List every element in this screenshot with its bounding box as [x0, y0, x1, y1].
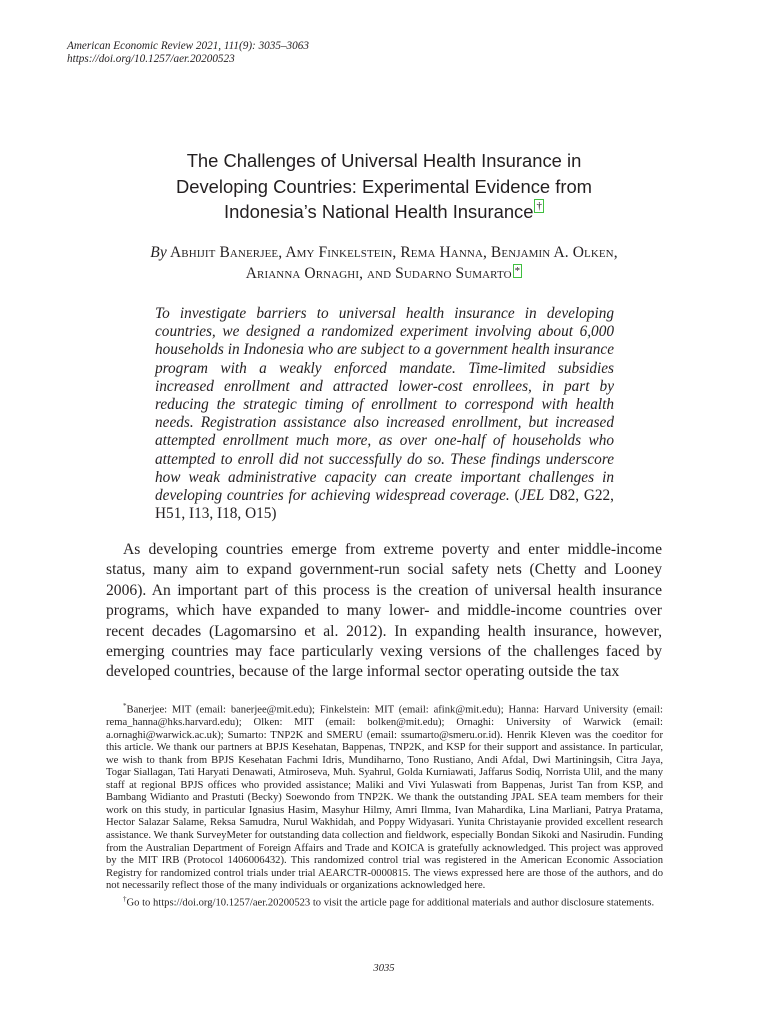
footnote-dagger-mark: †	[123, 894, 127, 903]
title-line-3	[96, 199, 672, 225]
body-text	[106, 540, 662, 683]
author-line-2	[100, 264, 668, 285]
article-title	[96, 148, 672, 225]
author-names-2: Arianna Ornaghi, and Sudarno Sumarto	[245, 264, 512, 282]
page-number: 3035	[373, 963, 395, 974]
abstract	[155, 305, 614, 523]
author-footnote-link[interactable]: *	[514, 264, 521, 277]
footnotes	[106, 700, 663, 910]
by-label: By	[150, 244, 167, 261]
footnote-article-link	[106, 893, 663, 910]
author-names-1: Abhijit Banerjee, Amy Finkelstein, Rema Hanna, Benjamin A. Olken,	[169, 244, 618, 261]
doi-line: https://doi.org/10.1257/aer.20200523	[67, 53, 235, 65]
footnote-dagger-text: Go to https://doi.org/10.1257/aer.20200523 to visit the article page for additional materials and author disclosure statements.	[126, 897, 655, 909]
body-paragraph-1: As developing countries emerge from extreme poverty and enter middle-income status, many aim to expand government-run social safety nets (Chetty and Looney 2006). An important part of this process is the creation of universal health insurance programs, which have expanded to many lower- and middle-income countries over recent decades (Lagomarsino et al. 2012). In expanding health insurance, however, emerging countries may face particularly vexing versions of the challenges faced by developed countries, because of the large informal sector operating outside the tax	[106, 541, 662, 681]
author-list	[100, 243, 668, 284]
jel-code-list: D82, G22, H51, I13, I18, O15)	[155, 487, 614, 523]
title-footnote-link[interactable]: †	[536, 200, 542, 212]
title-line-3-text: Indonesia’s National Health Insurance	[224, 201, 534, 222]
footnote-author-info	[106, 700, 663, 893]
footnote-star-text: Banerjee: MIT (email: banerjee@mit.edu); Finkelstein: MIT (email: afink@mit.edu); Hanna: Harvard University (email: rema_hanna@hks.harvard.edu); Olken: MIT (email: bolken@mit.edu); Ornaghi: University of Warwick (email: a.ornaghi@warwick.ac.uk); Sumarto: TNP2K and SMERU (email: ssumarto@smeru.or.id). Henrik Kleven was the coeditor for this article. We thank our partners at BPJS Kesehatan, Bappenas, TNP2K, and KSP for their support and assistance. In particular, we wish to thank from BPJS Kesehatan Fachmi Idris, Mundiharno, Tono Rustiano, Andi Afdal, Dwi Martiningsih, Citra Jaya, Togar Siallagan, Tati Haryati Denawati, Atmiroseva, Muh. Syahrul, Golda Kurniawati, Jaffarus Sodiq, Norrista Ulil, and the many staff at regional BPJS offices who provided assistance; Maliki and Vivi Yulaswati from Bappenas, Jurist Tan from KSP, and Bambang Widianto and Prastuti (Becky) Soewondo from TNP2K. We thank the outstanding JPAL SEA team members for their work on this study, in particular Ignasius Hasim, Masyhur Hilmy, Amri Ilmma, Ivan Mahardika, Lina Marliani, Patrya Pratama, Hector Salazar Salame, Reksa Samudra, Nurul Wakhidah, and Poppy Widyasari. Yunita Christayanie provided excellent research assistance. We thank SurveyMeter for outstanding data collection and fieldwork, especially Bondan Sikoki and Nasirudin. Funding from the Australian Department of Foreign Affairs and Trade and KOICA is gratefully acknowledged. This project was approved by the MIT IRB (Protocol 1406006432). This randomized control trial was registered in the American Economic Association Registry for randomized control trials under trial AEARCTR-0000815. The views expressed here are those of the authors, and do not necessarily reflect those of the many individuals or organizations acknowledged here.	[106, 704, 663, 892]
journal-line: American Economic Review 2021, 111(9): 3035–3063	[67, 40, 309, 52]
title-line-1: The Challenges of Universal Health Insurance in	[186, 150, 582, 171]
author-line-1	[100, 243, 668, 264]
jel-open-paren: (	[514, 487, 520, 505]
footnote-star-mark: *	[123, 702, 127, 710]
jel-label: JEL	[519, 487, 545, 505]
journal-citation	[67, 40, 309, 66]
abstract-text: To investigate barriers to universal health insurance in developing countries, we designed a randomized experiment involving about 6,000 households in Indonesia who are subject to a government health insurance program with a weakly enforced mandate. Time-limited subsidies increased enrollment and attracted lower-cost enrollees, in part by reducing the strategic timing of enrollment to correspond with health needs. Registration assistance also increased enrollment, but increased attempted enrollment much more, as over one-half of households who attempted to enroll did not successfully do so. These findings underscore how weak administrative capacity can create important challenges in developing countries for achieving widespread coverage.	[155, 305, 614, 505]
title-line-2: Developing Countries: Experimental Evidence from	[175, 175, 593, 197]
